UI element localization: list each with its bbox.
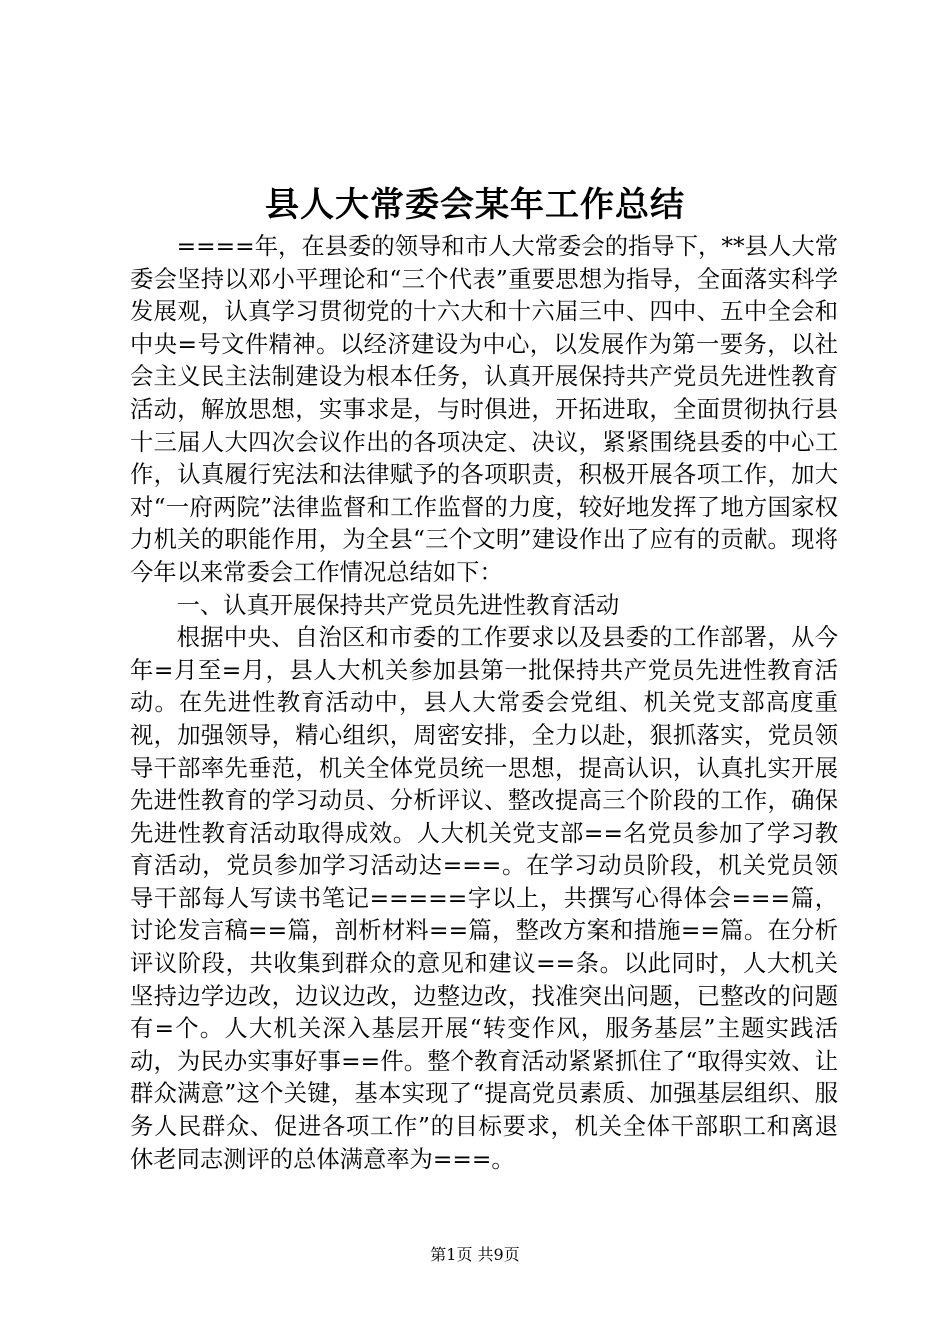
section-paragraph: 根据中央、自治区和市委的工作要求以及县委的工作部署，从今年=月至=月，县人大机关参加县第一批保持共产党员先进性教育活动。在先进性教育活动中，县人大常委会党组、机关党支部高度重视，加强领导，精心组织，周密安排，全力以赴，狠抓落实，党员领导干部率先垂范，机关全体党员统一思想，提高认识，认真扎实开展先进性教育的学习动员、分析评议、整改提高三个阶段的工作，确保先进性教育活动取得成效。人大机关党支部==名党员参加了学习教育活动，党员参加学习活动达===。在学习动员阶段，机关党员领导干部每人写读书笔记=====字以上，共撰写心得体会===篇，讨论发言稿==篇，剖析材料==篇，整改方案和措施==篇。在分析评议阶段，共收集到群众的意见和建议==条。以此同时，人大机关坚持边学边改，边议边改，边整边改，找准突出问题，已整改的问题有=个。人大机关深入基层开展“转变作风，服务基层”主题实践活动，为民办实事好事==件。整个教育活动紧紧抓住了“取得实效、让群众满意”这个关键，基本实现了“提高党员素质、加强基层组织、服务人民群众、促进各项工作”的目标要求，机关全体干部职工和离退休老同志测评的总体满意率为===。 bbox=[130, 624, 838, 1173]
intro-paragraph: ====年，在县委的领导和市人大常委会的指导下，**县人大常委会坚持以邓小平理论和“三个代表”重要思想为指导，全面落实科学发展观，认真学习贯彻党的十六大和十六届三中、四中、五中全会和中央=号文件精神。以经济建设为中心，以发展作为第一要务，以社会主义民主法制建设为根本任务，认真开展保持共产党员先进性教育活动，解放思想，实事求是，与时俱进，开拓进取，全面贯彻执行县十三届人大四次会议作出的各项决定、决议，紧紧围绕县委的中心工作，认真履行宪法和法律赋予的各项职责，积极开展各项工作，加大对“一府两院”法律监督和工作监督的力度，较好地发挥了地方国家权力机关的职能作用，为全县“三个文明”建设作出了应有的贡献。现将今年以来常委会工作情况总结如下： bbox=[130, 233, 838, 586]
document-title: 县人大常委会某年工作总结 bbox=[265, 185, 685, 225]
section-heading: 一、认真开展保持共产党员先进性教育活动 bbox=[176, 591, 620, 619]
document-body bbox=[130, 231, 838, 1176]
page-footer: 第1页 共9页 bbox=[430, 1245, 520, 1264]
